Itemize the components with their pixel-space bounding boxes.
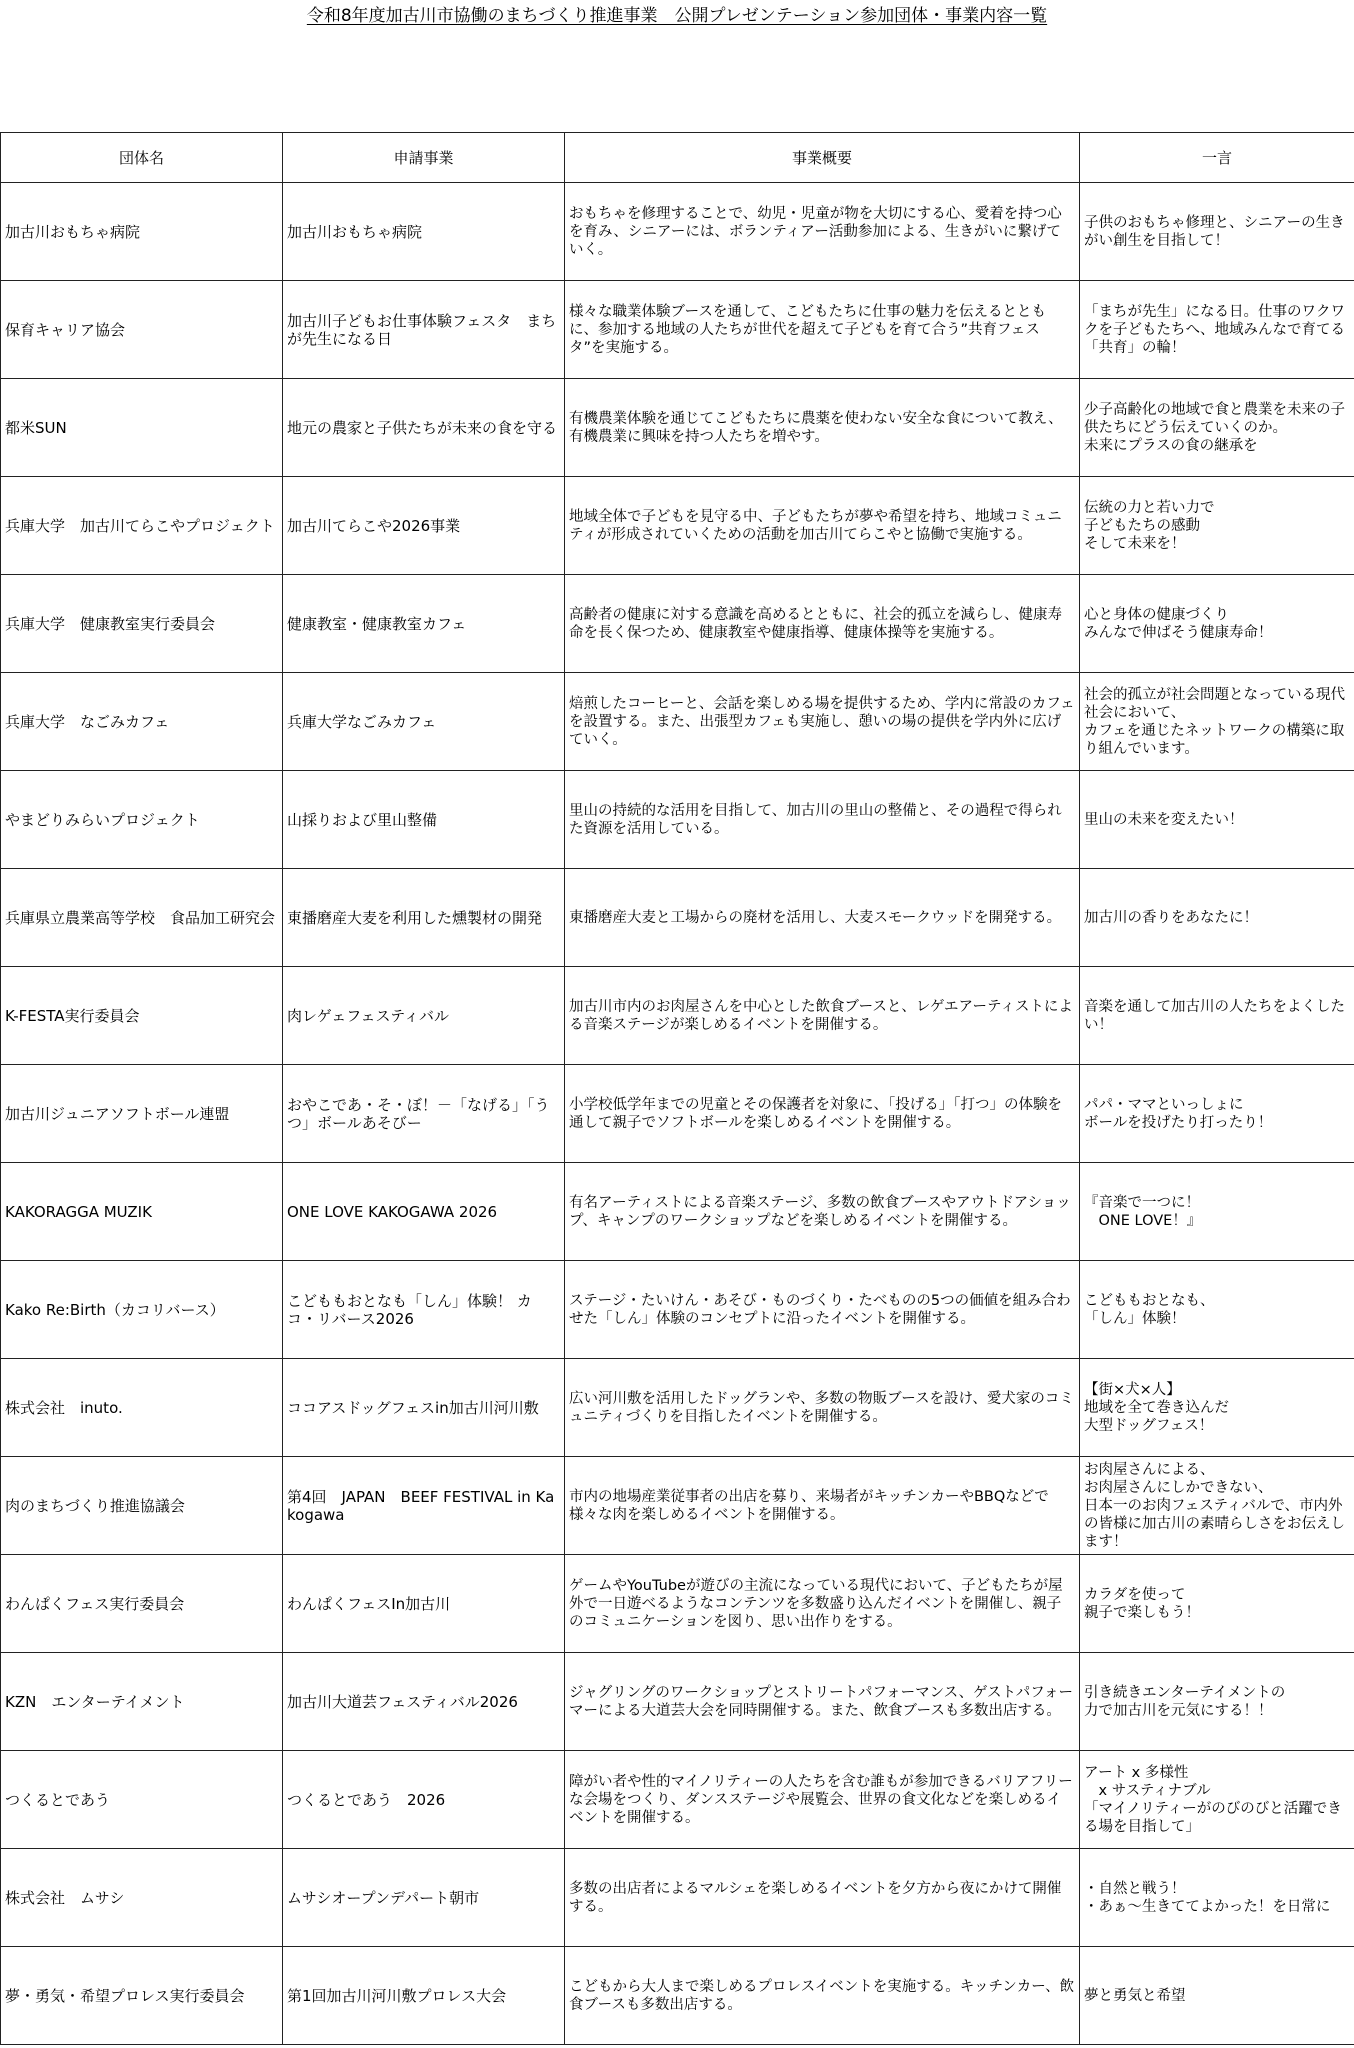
cell-message	[1080, 575, 1354, 673]
cell-organization	[1, 183, 283, 281]
participant-table	[0, 132, 1354, 2045]
cell-message	[1080, 1065, 1354, 1163]
cell-message	[1080, 1359, 1354, 1457]
cell-organization	[1, 1457, 283, 1555]
cell-summary	[565, 1163, 1080, 1261]
cell-project-text: 第4回 JAPAN BEEF FESTIVAL in Kakogawa	[287, 1487, 555, 1524]
cell-project-text: おやこであ・そ・ぼ！－「なげる」「うつ」ボールあそびー	[287, 1095, 550, 1132]
cell-summary-text: 加古川市内のお肉屋さんを中心とした飲食ブースと、レゲエアーティストによる音楽ステージが楽しめるイベントを開催する。	[569, 998, 1073, 1033]
cell-organization	[1, 1359, 283, 1457]
cell-project	[283, 1751, 565, 1849]
cell-summary-text: 里山の持続的な活用を目指して、加古川の里山の整備と、その過程で得られた資源を活用している。	[569, 802, 1062, 837]
cell-project	[283, 477, 565, 575]
cell-summary	[565, 967, 1080, 1065]
cell-project	[283, 1163, 565, 1261]
cell-message	[1080, 1163, 1354, 1261]
cell-organization-text: 兵庫大学 加古川てらこやプロジェクト	[5, 516, 275, 535]
cell-project-text: 肉レゲェフェスティバル	[287, 1006, 450, 1025]
cell-organization-text: 兵庫大学 健康教室実行委員会	[5, 614, 216, 633]
cell-summary-text: 東播磨産大麦と工場からの廃材を活用し、大麦スモークウッドを開発する。	[569, 909, 1062, 926]
cell-project	[283, 1947, 565, 2045]
cell-message-text: 里山の未来を変えたい！	[1084, 811, 1244, 828]
cell-organization-text: 加古川おもちゃ病院	[5, 222, 141, 241]
cell-summary-text: 高齢者の健康に対する意識を高めるとともに、社会的孤立を減らし、健康寿命を長く保つため、健康教室や健康指導、健康体操等を実施する。	[569, 606, 1062, 641]
cell-message	[1080, 771, 1354, 869]
cell-organization-text: 肉のまちづくり推進協議会	[5, 1496, 185, 1515]
cell-message	[1080, 673, 1354, 771]
header-message: 一言	[1080, 133, 1354, 183]
cell-summary-text: おもちゃを修理することで、幼児・児童が物を大切にする心、愛着を持つ心を育み、シニアーには、ボランティアー活動参加による、生きがいに繋げていく。	[569, 205, 1062, 258]
table-row	[1, 967, 1354, 1065]
cell-organization	[1, 869, 283, 967]
cell-organization	[1, 1261, 283, 1359]
cell-message	[1080, 477, 1354, 575]
table-row	[1, 673, 1354, 771]
cell-summary	[565, 281, 1080, 379]
cell-summary-text: こどもから大人まで楽しめるプロレスイベントを実施する。キッチンカー、飲食ブースも多数出店する。	[569, 1978, 1075, 2013]
cell-organization-text: 株式会社 ムサシ	[5, 1888, 125, 1907]
cell-organization	[1, 1065, 283, 1163]
cell-message-text: 引き続きエンターテイメントの 力で加古川を元気にする！！	[1084, 1684, 1286, 1719]
cell-organization	[1, 1751, 283, 1849]
cell-message	[1080, 1653, 1354, 1751]
cell-project-text: 第1回加古川河川敷プロレス大会	[287, 1986, 507, 2005]
cell-project	[283, 1261, 565, 1359]
cell-message	[1080, 1555, 1354, 1653]
header-organization: 団体名	[1, 133, 283, 183]
cell-organization	[1, 1555, 283, 1653]
cell-summary-text: 有機農業体験を通じてこどもたちに農薬を使わない安全な食について教え、有機農業に興味を持つ人たちを増やす。	[569, 410, 1063, 445]
cell-organization-text: KZN エンターテイメント	[5, 1692, 185, 1711]
table-row	[1, 1555, 1354, 1653]
cell-summary-text: 広い河川敷を活用したドッグランや、多数の物販ブースを設け、愛犬家のコミュニティづくりを目指したイベントを開催する。	[569, 1390, 1074, 1425]
cell-project	[283, 1457, 565, 1555]
cell-message-text: こどももおとなも、 「しん」体験！	[1084, 1292, 1215, 1327]
table-row	[1, 771, 1354, 869]
cell-message	[1080, 281, 1354, 379]
cell-organization-text: Kako Re:Birth（カコリバース）	[5, 1300, 225, 1319]
table-row	[1, 1065, 1354, 1163]
cell-organization	[1, 281, 283, 379]
cell-message	[1080, 967, 1354, 1065]
cell-organization	[1, 1163, 283, 1261]
cell-summary	[565, 1555, 1080, 1653]
cell-project-text: 健康教室・健康教室カフェ	[287, 614, 467, 633]
table-row	[1, 1457, 1354, 1555]
cell-summary-text: 様々な職業体験ブースを通して、こどもたちに仕事の魅力を伝えるとともに、参加する地域の人たちが世代を超えて子どもを育て合う”共育フェスタ”を実施する。	[569, 303, 1047, 356]
cell-project-text: ONE LOVE KAKOGAWA 2026	[287, 1202, 498, 1221]
cell-summary-text: 焙煎したコーヒーと、会話を楽しめる場を提供するため、学内に常設のカフェを設置する。また、出張型カフェも実施し、憩いの場の提供を学内外に広げていく。	[569, 695, 1075, 748]
cell-project-text: 加古川おもちゃ病院	[287, 222, 423, 241]
cell-message-text: 『音楽で一つに！ ONE LOVE！』	[1084, 1194, 1202, 1229]
cell-summary-text: ジャグリングのワークショップとストリートパフォーマンス、ゲストパフォーマーによる大道芸大会を同時開催する。また、飲食ブースも多数出店する。	[569, 1684, 1074, 1719]
table-row	[1, 869, 1354, 967]
cell-project-text: つくるとであう 2026	[287, 1790, 446, 1809]
cell-message-text: 「まちが先生」になる日。仕事のワクワクを子どもたちへ、地域みんなで育てる「共育」の輪！	[1084, 303, 1345, 356]
cell-message	[1080, 183, 1354, 281]
cell-project	[283, 281, 565, 379]
cell-project-text: 東播磨産大麦を利用した燻製材の開発	[287, 908, 543, 927]
cell-organization-text: 加古川ジュニアソフトボール連盟	[5, 1104, 230, 1123]
table-row	[1, 477, 1354, 575]
cell-summary	[565, 379, 1080, 477]
cell-project-text: 山採りおよび里山整備	[287, 810, 438, 829]
cell-organization-text: 兵庫県立農業高等学校 食品加工研究会	[5, 908, 276, 927]
cell-project	[283, 1849, 565, 1947]
cell-project	[283, 869, 565, 967]
cell-project-text: 兵庫大学なごみカフェ	[287, 712, 437, 731]
table-row	[1, 1849, 1354, 1947]
cell-message-text: パパ・ママといっしょに ボールを投げたり打ったり！	[1084, 1096, 1273, 1131]
cell-message	[1080, 1261, 1354, 1359]
cell-organization-text: つくるとであう	[5, 1790, 111, 1809]
cell-message-text: 少子高齢化の地域で食と農業を未来の子供たちにどう伝えていくのか。 未来にプラスの食の継承を	[1084, 401, 1345, 454]
cell-summary-text: 有名アーティストによる音楽ステージ、多数の飲食ブースやアウトドアショップ、キャンプのワークショップなどを楽しめるイベントを開催する。	[569, 1194, 1071, 1229]
cell-message	[1080, 869, 1354, 967]
cell-summary-text: 小学校低学年までの児童とその保護者を対象に、「投げる」「打つ」の体験を通して親子でソフトボールを楽しめるイベントを開催する。	[569, 1096, 1062, 1131]
cell-project-text: ココアスドッグフェスin加古川河川敷	[287, 1398, 539, 1417]
cell-organization	[1, 673, 283, 771]
cell-project-text: 加古川子どもお仕事体験フェスタ まちが先生になる日	[287, 311, 557, 348]
cell-organization-text: KAKORAGGA MUZIK	[5, 1202, 152, 1221]
table-row	[1, 183, 1354, 281]
table-row	[1, 1359, 1354, 1457]
cell-project	[283, 673, 565, 771]
cell-organization-text: 夢・勇気・希望プロレス実行委員会	[5, 1986, 245, 2005]
cell-organization-text: 保育キャリア協会	[5, 320, 126, 339]
cell-message	[1080, 1457, 1354, 1555]
cell-message-text: お肉屋さんによる、 お肉屋さんにしかできない、 日本一のお肉フェスティバルで、市内外の皆様に加古川の素晴らしさをお伝えします！	[1084, 1461, 1345, 1550]
cell-summary-text: 市内の地場産業従事者の出店を募り、来場者がキッチンカーやBBQなどで様々な肉を楽しめるイベントを開催する。	[569, 1488, 1049, 1523]
cell-summary	[565, 1849, 1080, 1947]
cell-organization	[1, 967, 283, 1065]
header-summary: 事業概要	[565, 133, 1080, 183]
cell-project-text: 加古川大道芸フェスティバル2026	[287, 1692, 518, 1711]
cell-summary	[565, 1261, 1080, 1359]
cell-message-text: 子供のおもちゃ修理と、シニアーの生きがい創生を目指して！	[1084, 214, 1345, 249]
cell-organization	[1, 1947, 283, 2045]
cell-summary	[565, 183, 1080, 281]
cell-summary	[565, 1359, 1080, 1457]
cell-project-text: ムサシオープンデパート朝市	[287, 1888, 480, 1907]
cell-organization-text: K-FESTA実行委員会	[5, 1006, 140, 1025]
cell-organization	[1, 379, 283, 477]
cell-organization-text: わんぱくフェス実行委員会	[5, 1594, 185, 1613]
cell-summary-text: ステージ・たいけん・あそび・ものづくり・たべものの5つの価値を組み合わせた「しん」体験のコンセプトに沿ったイベントを開催する。	[569, 1292, 1071, 1327]
cell-message-text: 伝統の力と若い力で 子どもたちの感動 そして未来を！	[1084, 499, 1215, 552]
cell-project	[283, 1065, 565, 1163]
cell-summary	[565, 869, 1080, 967]
cell-project-text: わんぱくフェスIn加古川	[287, 1594, 451, 1613]
cell-project-text: 加古川てらこや2026事業	[287, 516, 461, 535]
cell-message-text: 夢と勇気と希望	[1084, 1987, 1186, 2004]
table-row	[1, 1163, 1354, 1261]
table-row	[1, 281, 1354, 379]
cell-organization-text: 都米SUN	[5, 418, 67, 437]
table-row	[1, 575, 1354, 673]
cell-organization-text: 株式会社 inuto.	[5, 1398, 123, 1417]
cell-project	[283, 771, 565, 869]
cell-summary-text: ゲームやYouTubeが遊びの主流になっている現代において、子どもたちが屋外で一日遊べるようなコンテンツを多数盛り込んだイベントを開催し、親子のコミュニケーションを図り、思い出作りをする。	[569, 1577, 1063, 1630]
table-row	[1, 1261, 1354, 1359]
cell-message	[1080, 1751, 1354, 1849]
cell-project	[283, 1555, 565, 1653]
cell-organization-text: やまどりみらいプロジェクト	[5, 810, 200, 829]
cell-message-text: 音楽を通して加古川の人たちをよくしたい！	[1084, 998, 1345, 1033]
cell-organization-text: 兵庫大学 なごみカフェ	[5, 712, 170, 731]
cell-message	[1080, 1947, 1354, 2045]
cell-summary	[565, 771, 1080, 869]
document-title: 令和8年度加古川市協働のまちづくり推進事業 公開プレゼンテーション参加団体・事業内容一覧	[306, 6, 1048, 26]
table-header	[1, 133, 1354, 183]
cell-message	[1080, 379, 1354, 477]
cell-summary	[565, 575, 1080, 673]
cell-project	[283, 575, 565, 673]
cell-message-text: ・自然と戦う！ ・あぁ～生きててよかった！を日常に	[1084, 1880, 1331, 1915]
cell-summary-text: 障がい者や性的マイノリティーの人たちを含む誰もが参加できるバリアフリーな会場をつくり、ダンスステージや展覧会、世界の食文化などを楽しめるイベントを開催する。	[569, 1773, 1073, 1826]
cell-message-text: 【街×犬×人】 地域を全て巻き込んだ 大型ドッグフェス！	[1084, 1381, 1229, 1434]
cell-summary	[565, 1947, 1080, 2045]
cell-message-text: アート x 多様性 x サスティナブル 「マイノリティーがのびのびと活躍できる場を目指して」	[1084, 1764, 1342, 1835]
cell-organization	[1, 1653, 283, 1751]
cell-project	[283, 183, 565, 281]
header-row	[1, 133, 1354, 183]
cell-summary	[565, 477, 1080, 575]
cell-organization	[1, 477, 283, 575]
cell-summary	[565, 1653, 1080, 1751]
cell-summary	[565, 673, 1080, 771]
cell-project-text: 地元の農家と子供たちが未来の食を守る	[287, 418, 558, 437]
table-row	[1, 1947, 1354, 2045]
cell-message	[1080, 1849, 1354, 1947]
table-row	[1, 1751, 1354, 1849]
cell-summary	[565, 1457, 1080, 1555]
cell-summary	[565, 1065, 1080, 1163]
header-project: 申請事業	[283, 133, 565, 183]
cell-project	[283, 379, 565, 477]
table-row	[1, 1653, 1354, 1751]
cell-message-text: 心と身体の健康づくり みんなで伸ばそう健康寿命！	[1084, 606, 1273, 641]
cell-project	[283, 1653, 565, 1751]
cell-summary-text: 多数の出店者によるマルシェを楽しめるイベントを夕方から夜にかけて開催する。	[569, 1880, 1062, 1915]
cell-organization	[1, 771, 283, 869]
cell-project	[283, 967, 565, 1065]
cell-message-text: 社会的孤立が社会問題となっている現代社会において、 カフェを通じたネットワークの構築に取り組んでいます。	[1084, 686, 1345, 757]
cell-summary	[565, 1751, 1080, 1849]
cell-message-text: 加古川の香りをあなたに！	[1084, 909, 1258, 926]
cell-project-text: こどももおとなも「しん」体験！ カコ・リバース2026	[287, 1291, 532, 1328]
table-row	[1, 379, 1354, 477]
cell-message-text: カラダを使って 親子で楽しもう！	[1084, 1586, 1200, 1621]
cell-organization	[1, 575, 283, 673]
cell-summary-text: 地域全体で子どもを見守る中、子どもたちが夢や希望を持ち、地域コミュニティが形成されていくための活動を加古川てらこやと協働で実施する。	[569, 508, 1062, 543]
table-body	[1, 183, 1354, 2045]
cell-organization	[1, 1849, 283, 1947]
cell-project	[283, 1359, 565, 1457]
